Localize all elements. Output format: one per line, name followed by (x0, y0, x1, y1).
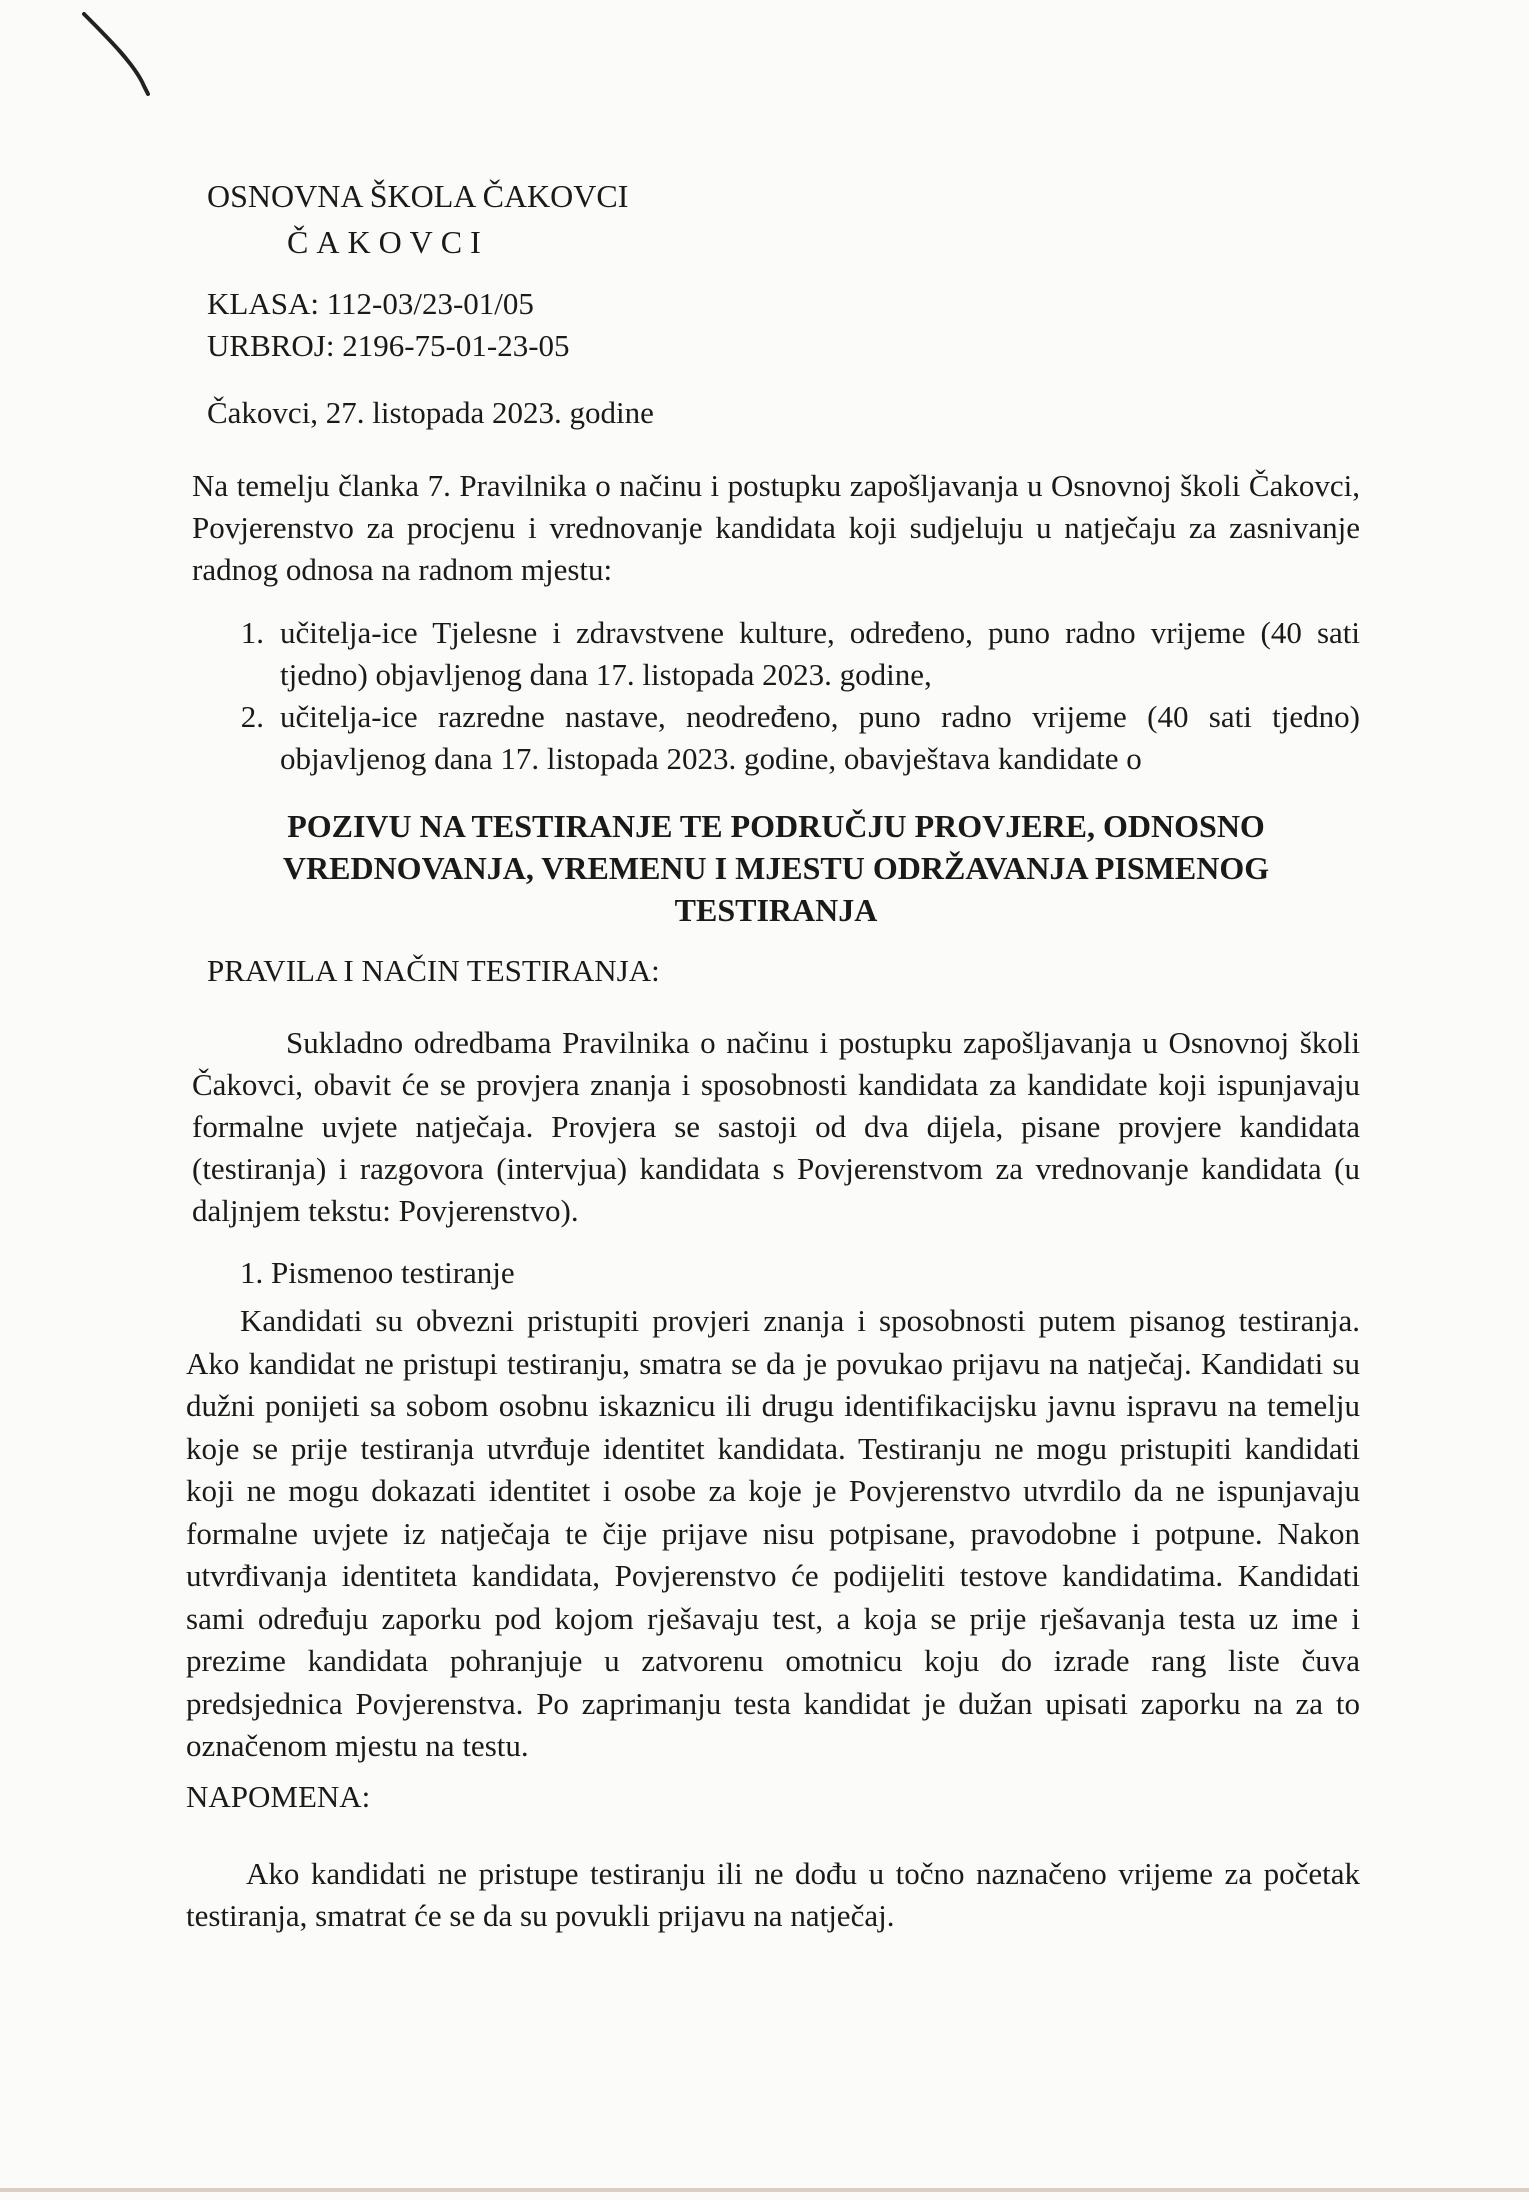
list-item-number: 2. (240, 699, 264, 734)
school-header (207, 173, 628, 265)
klasa-number: KLASA: 112-03/23-01/05 (207, 286, 534, 321)
list-item (192, 696, 1360, 780)
intro-paragraph: Na temelju članka 7. Pravilnika o načinu i postupku zapošljavanja u Osnovnoj školi Čakovci, Povjerenstvo za procjenu i vrednovanje kandidata koji sudjeluju u natječaju za zasnivanje radnog odnosa na radnom mjestu: (192, 468, 1360, 587)
rules-paragraph: Sukladno odredbama Pravilnika o načinu i postupku zapošljavanja u Osnovnoj školi Čakovci, obavit će se provjera znanja i sposobnosti kandidata za kandidate koji ispunjavaju formalne uvjete natječaja. Provjera se sastoji od dva dijela, pisane provjere kandidata (testiranja) i razgovora (intervjua) kandidata s Povjerenstvom za vrednovanje kandidata (u daljnjem tekstu: Povjerenstvo). (192, 1025, 1360, 1228)
section-1-heading (240, 1252, 515, 1294)
note-paragraph: Ako kandidati ne pristupe testiranju ili ne dođu u točno naznačeno vrijeme za početak testiranja, smatrat će se da su povukli prijavu na natječaj. (186, 1856, 1360, 1933)
scan-edge-line (0, 2188, 1529, 2192)
urbroj-number: URBROJ: 2196-75-01-23-05 (207, 328, 570, 363)
reference-block (207, 283, 570, 367)
list-item-text: učitelja-ice razredne nastave, neodređeno, puno radno vrijeme (40 sati tjedno) objavljenog dana 17. listopada 2023. godine, obavještava kandidate o (280, 699, 1360, 776)
school-city: ČAKOVCI (287, 224, 489, 260)
date-line: Čakovci, 27. listopada 2023. godine (207, 395, 654, 430)
note-title: NAPOMENA: (186, 1779, 371, 1814)
pen-stroke-mark (80, 10, 170, 100)
list-item-text: učitelja-ice Tjelesne i zdravstvene kulture, određeno, puno radno vrijeme (40 sati tjedno) objavljenog dana 17. listopada 2023. godine, (280, 615, 1360, 692)
school-name: OSNOVNA ŠKOLA ČAKOVCI (207, 178, 629, 214)
main-heading: POZIVU NA TESTIRANJE TE PODRUČJU PROVJERE, ODNOSNO VREDNOVANJA, VREMENU I MJESTU ODRŽAVANJA PISMENOG TESTIRANJA (282, 808, 1270, 928)
section-1-number: 1. (240, 1255, 264, 1290)
positions-list (192, 612, 1360, 780)
rules-title: PRAVILA I NAČIN TESTIRANJA: (207, 953, 660, 988)
list-item (192, 612, 1360, 696)
section-1-paragraph: Kandidati su obvezni pristupiti provjeri znanja i sposobnosti putem pisanog testiranja. Ako kandidat ne pristupi testiranju, smatra se da je povukao prijavu na natječaj. Kandidati su dužni ponijeti sa sobom osobnu iskaznicu ili drugu identifikacijsku javnu ispravu na temelju koje se prije testiranja utvrđuje identitet kandidata. Testiranju ne mogu pristupiti kandidati koji ne mogu dokazati identitet i osobe za koje je Povjerenstvo utvrdilo da ne ispunjavaju formalne uvjete iz natječaja te čije prijave nisu potpisane, pravodobne i potpune. Nakon utvrđivanja identiteta kandidata, Povjerenstvo će podijeliti testove kandidatima. Kandidati sami određuju zaporku pod kojom rješavaju test, a koja se prije rješavanja testa uz ime i prezime kandidata pohranjuje u zatvorenu omotnicu koju do izrade rang liste čuva predsjednica Povjerenstva. Po zaprimanju testa kandidat je dužan upisati zaporku na za to označenom mjestu na testu. (186, 1303, 1360, 1763)
section-1-title: Pismenoo testiranje (271, 1255, 515, 1290)
list-item-number: 1. (240, 615, 264, 650)
